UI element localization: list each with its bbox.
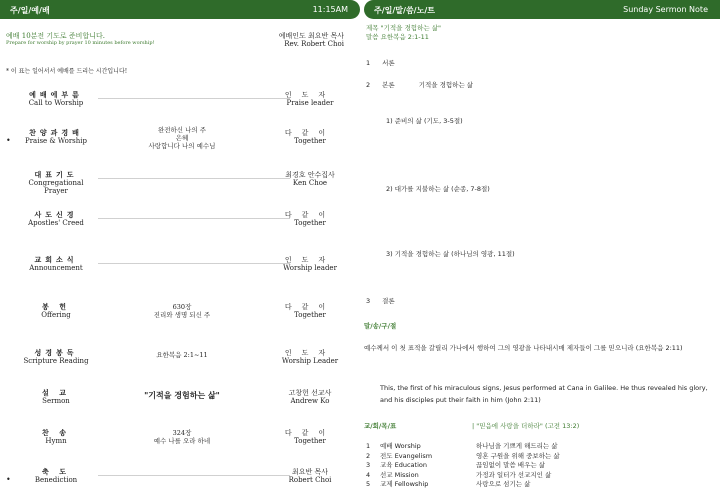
- worship-order-panel: [0, 0, 360, 498]
- section-number: 1: [366, 59, 371, 67]
- sermon-note-header: [364, 0, 720, 19]
- worship-order-row: [0, 467, 360, 503]
- goal-number: 2: [366, 451, 371, 460]
- order-item-en: Announcement: [29, 264, 83, 272]
- section-label: 결론: [382, 297, 395, 305]
- order-leader-en: Worship Leader: [281, 357, 339, 365]
- sermon-note-panel: [364, 0, 720, 498]
- sermon-note-title: 주/일/말/씀/노/트: [374, 6, 435, 15]
- section-body-title: 기적을 경험하는 삶: [418, 81, 474, 89]
- goal-name: 예배 Worship: [380, 442, 421, 450]
- order-item-detail: 630장 진리와 생명 되신 주: [153, 303, 211, 319]
- goal-number: 4: [366, 470, 371, 479]
- order-item-en: Benediction: [34, 476, 78, 484]
- prepare-text-en: Prepare for worship by prayer 10 minutes before worship!: [6, 40, 155, 46]
- order-item-en: Scripture Reading: [23, 357, 89, 365]
- memory-verse-en: This, the first of his miraculous signs, Jesus performed at Cana in Galilee. He thus revealed his glory, and his disciples put their faith in him (John 2:11): [380, 384, 708, 404]
- order-item-en: Congregational Prayer: [28, 179, 84, 195]
- order-leader-kr: 고창헌 선교사: [288, 389, 332, 397]
- point-3: 3) 기적을 경험하는 삶 (하나님의 영광, 11절): [386, 250, 515, 258]
- order-leader-kr: 최경호 안수집사: [285, 171, 335, 179]
- worship-order-row: [0, 428, 360, 464]
- order-item-kr: 사도신경: [34, 210, 78, 219]
- order-item-kr: 찬양과경배: [29, 128, 83, 137]
- sermon-title: 제목 "기적을 경험하는 삶": [366, 24, 441, 32]
- order-leader-kr: 인도자: [284, 349, 336, 357]
- church-goal-item: [366, 441, 558, 450]
- worship-order-row: [0, 90, 360, 126]
- section-body: [366, 80, 473, 89]
- worship-order-row: [0, 170, 360, 206]
- order-leader-kr: 다같이: [284, 429, 336, 437]
- order-leader-kr: 다같이: [284, 303, 336, 311]
- memory-verse-kr: 예수께서 이 첫 표적을 갈릴리 가나에서 행하여 그의 영광을 나타내시매 제자들이 그를 믿으니라 (요한복음 2:11): [364, 344, 683, 352]
- order-item-detail: "기적을 경험하는 삶": [144, 390, 220, 400]
- order-leader-en: Together: [294, 137, 326, 145]
- goal-name: 전도 Evangelism: [380, 451, 433, 460]
- section-number: 3: [366, 297, 371, 305]
- church-motto: | "믿음에 사랑을 더하라" (고전 13:2): [472, 422, 580, 430]
- order-item-kr: 찬 송: [42, 428, 70, 437]
- goal-description: 가정과 일터가 선교지인 삶: [476, 470, 552, 479]
- order-item-en: Praise & Worship: [25, 137, 87, 145]
- order-item-kr: 교회소식: [34, 255, 78, 264]
- goal-name: 선교 Mission: [380, 470, 419, 479]
- church-goal-item: [366, 460, 545, 469]
- order-item-en: Offering: [41, 311, 71, 319]
- worship-order-row: [0, 388, 360, 424]
- order-leader-en: Together: [294, 311, 326, 319]
- order-dots-divider: ……………………………………………………………………………………: [98, 214, 290, 221]
- order-item-kr: 봉 헌: [42, 302, 70, 311]
- worship-leader-kr: 예배인도 최요반 목사: [278, 32, 344, 40]
- church-goal-item: [366, 470, 551, 479]
- goal-description: 끊임없이 말씀 배우는 삶: [476, 461, 545, 469]
- order-leader-kr: 인도자: [284, 91, 336, 99]
- order-leader-kr: 최요반 목사: [291, 468, 329, 476]
- order-dots-divider: ……………………………………………………………………………………: [98, 174, 290, 181]
- order-item-detail: 요한복음 2:1~11: [156, 351, 208, 359]
- church-goal-item: [366, 451, 560, 460]
- worship-header: [0, 0, 360, 19]
- section-number: 2: [366, 81, 371, 89]
- order-dots-divider: ……………………………………………………………………………………: [98, 471, 290, 478]
- worship-leader-en: Rev. Robert Choi: [284, 40, 344, 48]
- goal-name: 교육 Education: [380, 461, 427, 469]
- standing-note: * 이 표는 일어서서 예배를 드리는 시간입니다!: [6, 68, 128, 75]
- prepare-text-kr: 예배 10분전 기도로 준비합니다.: [6, 32, 105, 40]
- order-item-detail: 324장 예수 나를 오라 하네: [153, 429, 211, 445]
- worship-order-row: [0, 128, 360, 164]
- order-leader-kr: 인도자: [284, 256, 336, 264]
- order-leader-kr: 다같이: [284, 211, 336, 219]
- worship-order-row: [0, 348, 360, 384]
- order-item-kr: 설 교: [42, 388, 70, 397]
- order-item-detail: 완전하신 나의 주 은혜 사랑합니다 나의 예수님: [148, 126, 216, 150]
- order-item-kr: 예배에부름: [29, 90, 83, 99]
- order-item-kr: 대표기도: [34, 170, 78, 179]
- order-item-kr: 축 도: [42, 467, 70, 476]
- point-1: 1) 준비의 삶 (기도, 3-5절): [386, 117, 463, 125]
- section-conclusion: [366, 296, 395, 305]
- memory-verse-label: 말/송/구/절: [364, 322, 397, 330]
- point-2: 2) 대가를 지불하는 삶 (순종, 7-8절): [386, 185, 490, 193]
- worship-order-row: [0, 255, 360, 291]
- order-leader-en: Robert Choi: [288, 476, 332, 484]
- order-dots-divider: ……………………………………………………………………………………: [98, 259, 290, 266]
- order-dots-divider: ……………………………………………………………………………………: [98, 94, 290, 101]
- goal-number: 1: [366, 442, 371, 450]
- goal-name: 교제 Fellowship: [380, 480, 429, 488]
- order-leader-en: Andrew Ko: [290, 397, 330, 405]
- worship-order-row: [0, 302, 360, 338]
- worship-header-time: 11:15AM: [312, 5, 348, 14]
- goal-description: 하나님을 기쁘게 해드리는 삶: [476, 442, 558, 450]
- sermon-note-subtitle: Sunday Sermon Note: [623, 5, 708, 14]
- goal-number: 5: [366, 480, 371, 488]
- goal-number: 3: [366, 461, 371, 469]
- sermon-scripture: 말씀 요한복음 2:1-11: [366, 33, 429, 41]
- order-item-kr: 성경봉독: [34, 348, 78, 357]
- order-leader-kr: 다같이: [284, 129, 336, 137]
- goal-description: 영혼 구원을 위해 중보하는 삶: [476, 451, 560, 460]
- worship-header-title: 주/일/예/배: [10, 6, 50, 15]
- order-item-en: Sermon: [42, 397, 70, 405]
- church-goal-item: [366, 479, 530, 488]
- standing-star: •: [6, 136, 11, 145]
- order-leader-en: Ken Choe: [292, 179, 328, 187]
- order-leader-en: Worship leader: [283, 264, 337, 272]
- order-leader-en: Praise leader: [286, 99, 334, 107]
- goal-description: 사랑으로 섬기는 삶: [476, 480, 531, 488]
- church-goals-label: 교/회/목/표: [364, 422, 397, 430]
- section-label: 서론: [382, 59, 395, 67]
- worship-order-row: [0, 210, 360, 246]
- order-item-en: Apostles' Creed: [28, 219, 84, 227]
- section-label: 본론: [382, 81, 395, 89]
- section-intro: [366, 58, 395, 67]
- standing-star: •: [6, 475, 11, 484]
- order-leader-en: Together: [294, 437, 326, 445]
- order-item-en: Call to Worship: [28, 99, 84, 107]
- order-item-en: Hymn: [45, 437, 67, 445]
- order-leader-en: Together: [294, 219, 326, 227]
